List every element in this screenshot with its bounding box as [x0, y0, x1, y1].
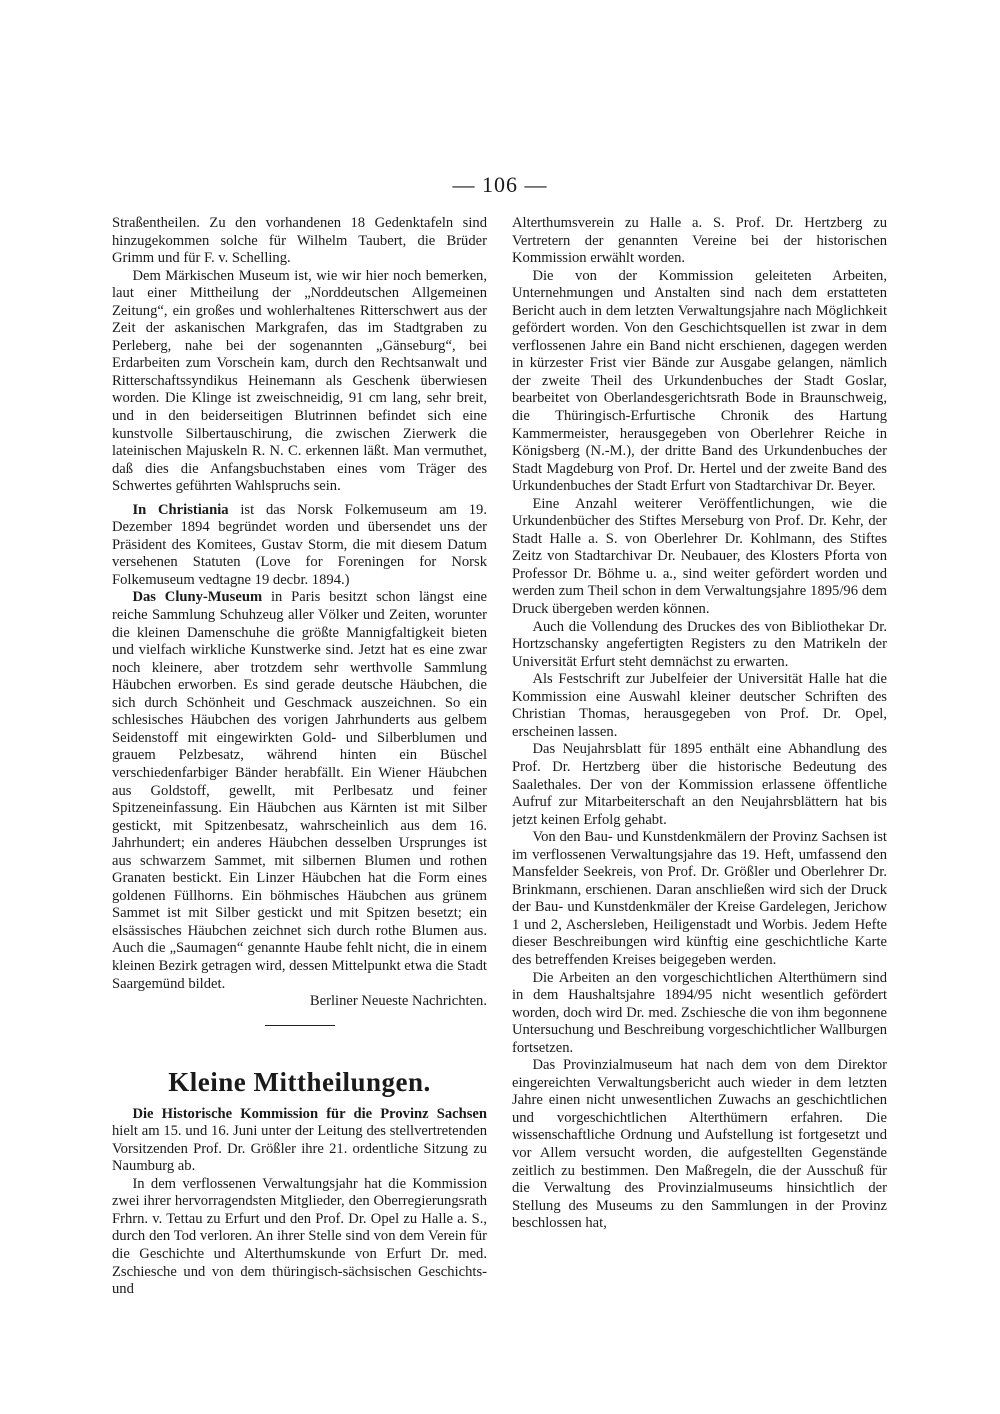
paragraph: Als Festschrift zur Jubelfeier der Universität Halle hat die Kommission eine Auswahl kleiner deutscher Schriften des Christian Thomas, herausgegeben von Prof. Dr. Opel, erscheinen lassen. [512, 671, 887, 740]
paragraph-lead: Das Cluny-Museum [132, 589, 263, 606]
paragraph: Das Provinzialmuseum hat nach dem von dem Direktor eingereichten Verwaltungsbericht auch wieder in dem letzten Jahre einen nicht unwesentlichen Zuwachs an geschichtlichen und vorgeschichtlichen Alterthümern erfahren. Die wissenschaftliche Ordnung und Aufstellung ist fortgesetzt und vor Allem versucht worden, die aufgestellten Gegenstände zeitlich zu bestimmen. Den Maßregeln, die der Ausschuß für die Verwaltung des Provinzialmuseums hinsichtlich der Stellung des Museums zu den Sammlungen in der Provinz beschlossen hat, [512, 1057, 887, 1232]
paragraph: In Christiania ist das Norsk Folkemuseum am 19. Dezember 1894 begründet worden und übersendet uns der Präsident des Komitees, Gustav Storm, die mit diesem Datum versehenen Statuten (Love for Foreningen for Norsk Folkemuseum vedtagne 19 decbr. 1894.) [112, 501, 487, 588]
right-column [512, 215, 887, 1380]
paragraph: In dem verflossenen Verwaltungsjahr hat die Kommission zwei ihrer hervorragendsten Mitglieder, den Oberregierungsrath Frhrn. v. Tettau zu Erfurt und den Prof. Dr. Opel zu Halle a. S., durch den Tod verloren. An ihrer Stelle sind von dem Verein für die Geschichte und Alterthumskunde von Erfurt Dr. med. Zschiesche und von dem thüringisch-sächsischen Geschichts- und [112, 1175, 487, 1298]
left-column [112, 215, 487, 1380]
paragraph: Von den Bau- und Kunstdenkmälern der Provinz Sachsen ist im verflossenen Verwaltungsjahre das 19. Heft, umfassend den Mansfelder Seekreis, von Prof. Dr. Größler und Oberlehrer Dr. Brinkmann, erschienen. Daran anschließen wird sich der Druck der Bau- und Kunstdenkmäler der Kreise Gardelegen, Jerichow 1 und 2, Aschersleben, Heiligenstadt und Worbis. Jedem Hefte dieser Beschreibungen wird künftig eine geschichtliche Karte des betreffenden Kreises beigegeben werden. [512, 829, 887, 968]
paragraph: Auch die Vollendung des Druckes des von Bibliothekar Dr. Hortzschansky angefertigten Registers zu den Matrikeln der Universität Erfurt steht demnächst zu erwarten. [512, 618, 887, 670]
paragraph: Das Cluny-Museum in Paris besitzt schon längst eine reiche Sammlung Schuhzeug aller Völker und Zeiten, worunter die kleinen Damenschuhe die größte Mannigfaltigkeit bieten und vielfach wirkliche Kunstwerke sind. Jetzt hat es eine zwar noch kleinere, aber trotzdem sehr werthvolle Sammlung Häubchen erworben. Es sind gerade deutsche Häubchen, die sich durch Schönheit und Geschmack auszeichnen. So ein schlesisches Häubchen des vorigen Jahrhunderts aus gelbem Seidenstoff mit eingewirkten Gold- und Silberblumen und grauem Pelzbesatz, während hinten ein Büschel verschiedenfarbiger Bänder herabfällt. Ein Wiener Häubchen aus Goldstoff, gewellt, mit Perlbesatz und feiner Spitzeneinfassung. Ein Häubchen aus Kärnten ist mit Silber gestickt, mit Spitzenbesatz, wahrscheinlich aus dem 16. Jahrhundert; ein anderes Häubchen desselben Ursprunges ist aus schwarzem Sammet, mit silbernen Blumen und rothen Granaten bestickt. Ein Linzer Häubchen hat die Form eines goldenen Füllhorns. Ein böhmisches Häubchen aus grünem Sammet ist mit Silber gestickt und mit Spitzen besetzt; ein elsässisches Häubchen zeichnet sich durch rothe Blumen aus. Auch die „Saumagen“ genannte Haube fehlt nicht, die in einem kleinen Bezirk getragen wird, dessen Mittelpunkt etwa die Stadt Saargemünd bildet. Berliner Neueste Nachrichten. [112, 589, 487, 1010]
paragraph: Die Historische Kommission für die Provinz Sachsen hielt am 15. und 16. Juni unter der Leitung des stellvertretenden Vorsitzenden Prof. Dr. Größler ihre 21. ordentliche Sitzung zu Naumburg ab. [112, 1105, 487, 1175]
paragraph-lead: Die Historische Kommission für die Provinz Sachsen [132, 1105, 487, 1122]
divider [265, 1025, 335, 1026]
paragraph: Eine Anzahl weiterer Veröffentlichungen, wie die Urkundenbücher des Stiftes Merseburg von Prof. Dr. Kehr, der Stadt Halle a. S. von Oberlehrer Dr. Kohlmann, des Stiftes Zeitz von Stadtarchivar Dr. Neubauer, des Klosters Pforta von Professor Dr. Böhme u. a., sind weiter gefördert worden und werden zum Theil schon in dem Verwaltungsjahre 1895/96 dem Druck übergeben werden können. [512, 495, 887, 618]
source-attribution: Berliner Neueste Nachrichten. [309, 993, 487, 1010]
paragraph-lead: In Christiania [132, 501, 229, 518]
paragraph: Dem Märkischen Museum ist, wie wir hier noch bemerken, laut einer Mittheilung der „Norddeutschen Allgemeinen Zeitung“, ein großes und wohlerhaltenes Ritterschwert aus der Zeit der askanischen Markgrafen, das im Stadtgraben zu Perleberg, nahe bei der sogenannten „Gänseburg“, bei Erdarbeiten zum Vorschein kam, durch den Rechtsanwalt und Ritterschaftssyndikus Heinemann als Geschenk überwiesen worden. Die Klinge ist zweischneidig, 91 cm lang, sehr breit, und in den beiderseitigen Blutrinnen befindet sich eine kunstvolle Silbertauschirung, die zwischen Zierwerk die lateinischen Majuskeln R. N. C. erkennen läßt. Man vermuthet, daß dies die Anfangsbuchstaben eines vom Träger des Schwertes geführten Wahlspruchs sein. [112, 267, 487, 495]
paragraph: Alterthumsverein zu Halle a. S. Prof. Dr. Hertzberg zu Vertretern der genannten Vereine bei der historischen Kommission erwählt worden. [512, 215, 887, 267]
paragraph: Das Neujahrsblatt für 1895 enthält eine Abhandlung des Prof. Dr. Hertzberg über die historische Bedeutung des Saalethales. Der von der Kommission erlassene öffentliche Aufruf zur Mitarbeiterschaft an den Neujahrsblättern hat bis jetzt keinen Erfolg gehabt. [512, 741, 887, 828]
paragraph: Straßentheilen. Zu den vorhandenen 18 Gedenktafeln sind hinzugekommen solche für Wilhelm Taubert, die Brüder Grimm und für F. v. Schelling. [112, 215, 487, 267]
paragraph: Die von der Kommission geleiteten Arbeiten, Unternehmungen und Anstalten sind nach dem erstatteten Bericht auch in dem letzten Verwaltungsjahre nach Möglichkeit gefördert worden. Von den Geschichtsquellen ist zwar in dem verflossenen Jahre ein Band nicht erschienen, dagegen werden in kürzester Frist vier Bände zur Ausgabe gelangen, nämlich der zweite Theil des Urkundenbuches der Stadt Goslar, bearbeitet von Oberlandesgerichtsrath Bode in Braunschweig, die Thüringisch-Erfurtische Chronik des Hartung Kammermeister, herausgegeben von Oberlehrer Reiche in Königsberg (N.-M.), der dritte Band des Urkundenbuches der Stadt Magdeburg von Prof. Dr. Hertel und der zweite Band des Urkundenbuches der Stadt Erfurt von Stadtarchivar Dr. Beyer. [512, 267, 887, 495]
page-number: — 106 — [452, 172, 548, 197]
paragraph: Die Arbeiten an den vorgeschichtlichen Alterthümern sind in dem Haushaltsjahre 1894/95 nicht wesentlich gefördert worden, doch wird Dr. med. Zschiesche die von ihm begonnene Untersuchung und Beschreibung vorgeschichtlicher Wallburgen fortsetzen. [512, 969, 887, 1056]
section-title: Kleine Mittheilungen. [168, 1066, 431, 1097]
